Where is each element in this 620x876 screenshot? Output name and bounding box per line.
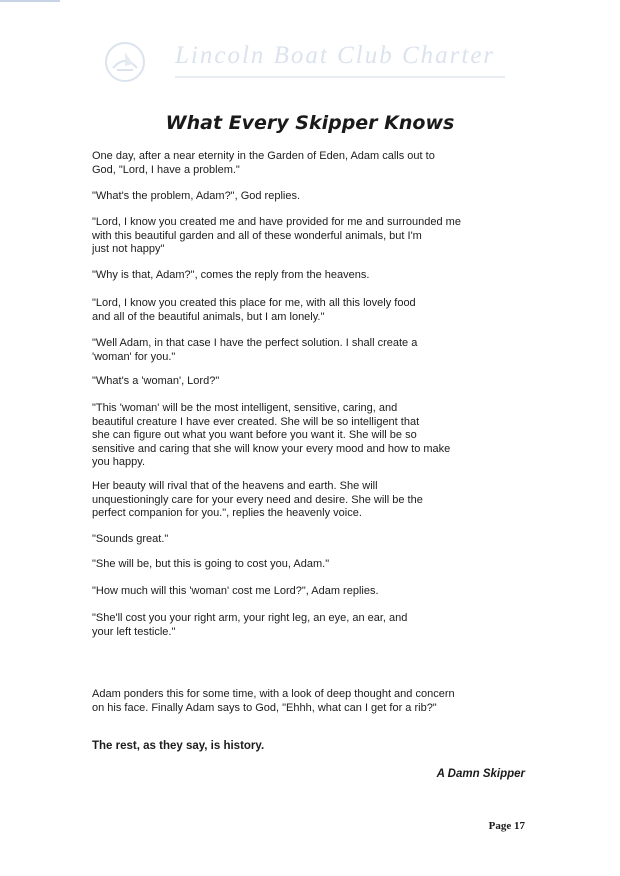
paragraph-line: "Well Adam, in that case I have the perfect solution. I shall create a [92,337,418,349]
paragraph-line: "What's a 'woman', Lord?" [92,375,220,387]
paragraph [92,533,492,547]
paragraph-line: unquestioningly care for your every need and desire. She will be the [92,493,423,506]
paragraph-line: your left testicle." [92,625,176,638]
paragraph-line: "Sounds great." [92,533,169,545]
paragraph-line: One day, after a near eternity in the Garden of Eden, Adam calls out to [92,150,435,162]
paragraph-line: you happy. [92,456,146,468]
paragraph-line: on his face. Finally Adam says to God, "Ehhh, what can I get for a rib?" [92,701,437,714]
page-number: Page 17 [488,820,525,832]
paragraph [92,150,492,177]
paragraph [92,585,492,599]
paragraph [92,269,492,283]
scan-edge-mark [0,0,60,2]
paragraph-line: "What's the problem, Adam?", God replies. [92,190,301,202]
paragraph-line: Adam ponders this for some time, with a look of deep thought and concern [92,688,455,700]
banner-rule [175,76,505,78]
paragraph-line: with this beautiful garden and all of these wonderful animals, but I'm [92,229,422,242]
closing-line: The rest, as they say, is history. [92,740,265,752]
paragraph [92,337,492,364]
paragraph [92,558,492,572]
paragraph-line: "She will be, but this is going to cost you, Adam." [92,558,330,570]
paragraph-line: "This 'woman' will be the most intelligent, sensitive, caring, and [92,402,398,414]
paragraph [92,612,492,639]
paragraph-line: "Why is that, Adam?", comes the reply from the heavens. [92,269,370,281]
paragraph-line: "Lord, I know you created me and have provided for me and surrounded me [92,216,461,228]
paragraph-line: "Lord, I know you created this place for me, with all this lovely food [92,297,416,309]
club-logo-icon [103,40,147,84]
paragraph-line: and all of the beautiful animals, but I am lonely." [92,310,325,323]
paragraph-line: just not happy" [92,243,165,255]
paragraph-line: beautiful creature I have ever created. She will be so intelligent that [92,415,420,428]
paragraph [92,375,492,389]
paragraph-line: God, "Lord, I have a problem." [92,163,240,176]
banner-text: Lincoln Boat Club Charter [175,42,496,69]
paragraph-line: Her beauty will rival that of the heavens and earth. She will [92,480,378,492]
paragraph [92,297,492,324]
paragraph [92,480,492,521]
paragraph-line: "She'll cost you your right arm, your right leg, an eye, an ear, and [92,612,408,624]
paragraph [92,688,492,715]
paragraph-line: sensitive and caring that she will know your every mood and how to make [92,442,451,455]
paragraph-line: she can figure out what you want before you want it. She will be so [92,429,417,441]
club-banner [103,38,505,86]
paragraph [92,402,492,470]
paragraph-line: perfect companion for you.", replies the heavenly voice. [92,507,362,519]
paragraph [92,216,492,257]
paragraph-line: "How much will this 'woman' cost me Lord?", Adam replies. [92,585,379,597]
paragraph [92,190,492,204]
signature: A Damn Skipper [436,768,525,780]
paragraph-line: 'woman' for you." [92,350,176,363]
article-title: What Every Skipper Knows [165,112,455,134]
